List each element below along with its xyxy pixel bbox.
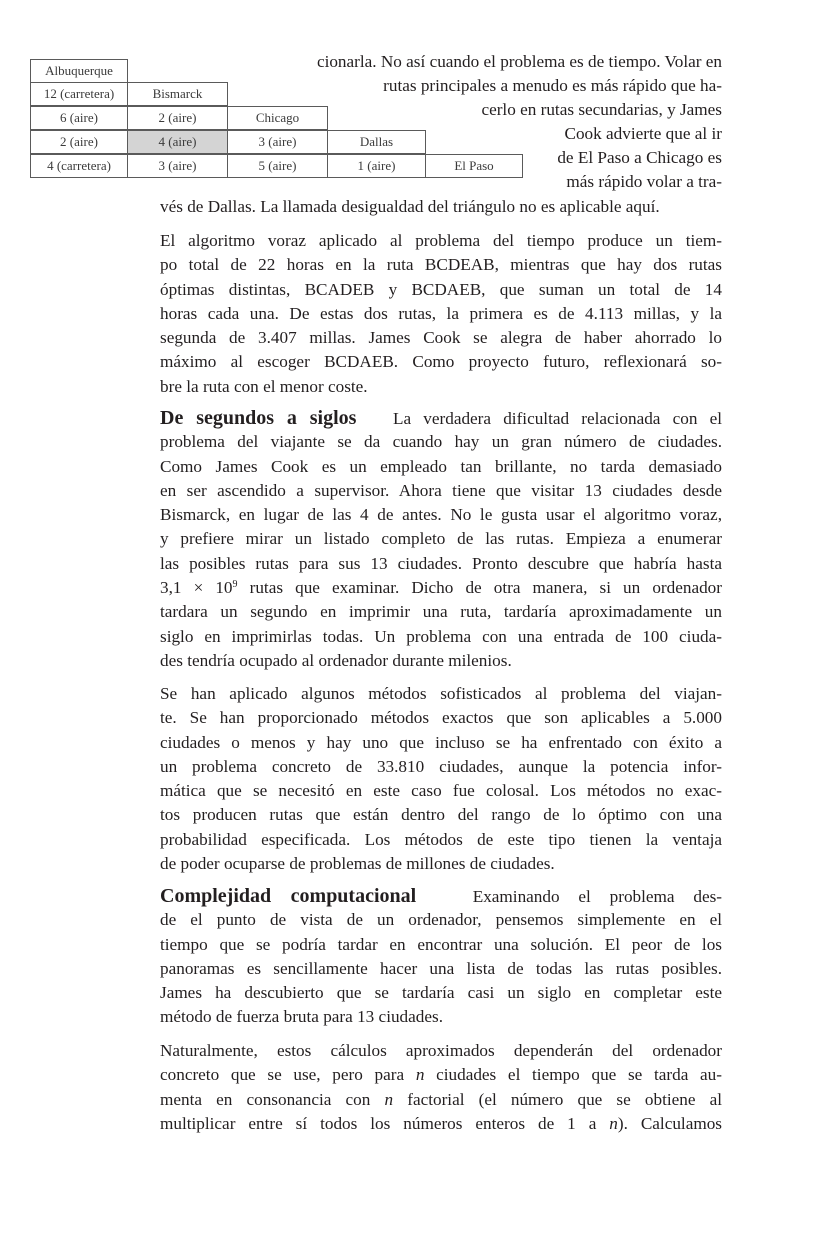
text-line: problema del viajante se da cuando hay un gran número de ciudades. [160,432,722,452]
table-header-bismarck: Bismarck [127,82,228,106]
text-line [160,1063,722,1087]
text-line [160,884,722,908]
table-header-chicago: Chicago [227,106,328,130]
text-line: en ser ascendido a supervisor. Ahora tiene que visitar 13 ciudades desde [160,480,722,500]
text-line: tos producen rutas que están dentro del rango de lo óptimo con una [160,805,722,825]
text-line: rutas principales a menudo es más rápido que ha- [383,76,722,95]
text-line: cerlo en rutas secundarias, y James [481,100,722,119]
table-cell: 3 (aire) [227,130,328,154]
text-line: Bismarck, en lugar de las 4 de antes. No le gusta usar el algoritmo voraz, [160,505,722,525]
paragraph-continuation [160,195,722,219]
section-complejidad-computacional [160,884,722,1030]
text-line: método de fuerza bruta para 13 ciudades. [160,1007,443,1027]
text-line: cionarla. No así cuando el problema es de tiempo. Volar en [316,52,722,71]
text-line: de El Paso a Chicago es [557,148,722,167]
paragraph-sophisticated-methods [160,682,722,876]
table-header-el-paso: El Paso [425,154,523,178]
text-run: La verdadera dificultad relacionada con el [392,409,723,428]
text-line: panoramas es sencillamente hacer una lista de todas las rutas posibles. [160,958,722,978]
table-cell: 1 (aire) [327,154,426,178]
text-run: menta en consonancia con [160,1089,385,1109]
table-cell: 2 (aire) [127,106,228,130]
math-variable: n [415,1065,425,1085]
table-cell: 3 (aire) [127,154,228,178]
text-line: de el punto de vista de un ordenador, pensemos simplemente en el [160,910,722,930]
table-cell: 12 (carretera) [30,82,128,106]
table-header-dallas: Dallas [327,130,426,154]
text-line: po total de 22 horas en la ruta BCDEAB, mientras que hay dos rutas [160,255,722,275]
table-cell: 6 (aire) [30,106,128,130]
text-line: probabilidad especificada. Los métodos de este tipo tienen la ventaja [160,829,722,849]
text-run: multiplicar entre sí todos los números enteros de 1 a [160,1113,610,1133]
table-cell: 4 (carretera) [30,154,128,178]
text-run: factorial (el número que se obtiene al [393,1089,722,1109]
paragraph-factorial [160,1039,722,1136]
text-line: El algoritmo voraz aplicado al problema del tiempo produce un tiem- [160,231,722,250]
section-heading: De segundos a siglos [160,407,357,429]
text-line: Como James Cook es un empleado tan brillante, no tarda demasiado [160,456,722,476]
text-line [160,576,722,600]
table-cell-highlighted: 4 (aire) [127,130,228,154]
section-heading: Complejidad computacional [160,885,417,907]
text-run: ). Calculamos [617,1113,722,1133]
text-line [160,1112,722,1136]
text-line: James ha descubierto que se tardaría casi un siglo en completar este [160,983,722,1003]
math-variable: n [609,1113,618,1133]
text-line: vés de Dallas. La llamada desigualdad del triángulo no es aplicable aquí. [160,197,660,216]
text-run: Examinando el problema des- [472,887,722,906]
text-line: ciudades o menos y hay uno que incluso se ha enfrentado con éxito a [160,732,722,752]
text-line: de poder ocuparse de problemas de millones de ciudades. [160,854,555,874]
text-line: des tendría ocupado al ordenador durante milenios. [160,650,512,670]
sci-exponent: 9 [232,579,238,591]
text-line: siglo en imprimirlas todas. Un problema con una entrada de 100 ciuda- [160,626,722,646]
text-run: concreto que se use, pero para [160,1065,416,1085]
text-line: máximo al escoger BCDAEB. Como proyecto futuro, reflexionará so- [160,352,722,372]
paragraph-greedy-algorithm [160,229,722,399]
text-line: un problema concreto de 33.810 ciudades, aunque la potencia infor- [160,756,722,776]
text-line [160,1088,722,1112]
text-line: Cook advierte que al ir [564,124,722,143]
table-header-albuquerque: Albuquerque [30,59,128,83]
text-run: ciudades el tiempo que se tarda au- [424,1065,722,1085]
text-line: las posibles rutas para sus 13 ciudades. Pronto descubre que habría hasta [160,553,722,573]
text-line [160,406,722,430]
text-line: segunda de 3.407 millas. James Cook se alegra de haber ahorrado lo [160,328,722,348]
text-line: mática que se necesitó en este caso fue colosal. Los métodos no exac- [160,781,722,801]
table-cell: 2 (aire) [30,130,128,154]
text-line: te. Se han proporcionado métodos exactos que son aplicables a 5.000 [160,708,722,728]
text-line: Se han aplicado algunos métodos sofisticados al problema del viajan- [160,684,722,703]
table-cell: 5 (aire) [227,154,328,178]
text-line: Naturalmente, estos cálculos aproximados dependerán del ordenador [160,1041,722,1060]
section-de-segundos-a-siglos [160,406,722,673]
text-line: bre la ruta con el menor coste. [160,376,368,396]
text-line: más rápido volar a tra- [566,172,722,191]
text-line: óptimas distintas, BCADEB y BCDAEB, que suman un total de 14 [160,279,722,299]
math-variable: n [384,1089,394,1109]
text-line: tiempo que se podría tardar en encontrar una solución. El peor de los [160,934,722,954]
text-line: tardara un segundo en imprimir una ruta, tardaría aproximadamente un [160,602,722,622]
text-line: horas cada una. De estas dos rutas, la primera es de 4.113 millas, y la [160,303,722,323]
sci-base: 3,1 × 10 [160,578,233,598]
text-line: y prefiere mirar un listado completo de las rutas. Empieza a enumerar [160,529,722,549]
text-run: rutas que examinar. Dicho de otra manera, si un ordenador [237,578,722,598]
